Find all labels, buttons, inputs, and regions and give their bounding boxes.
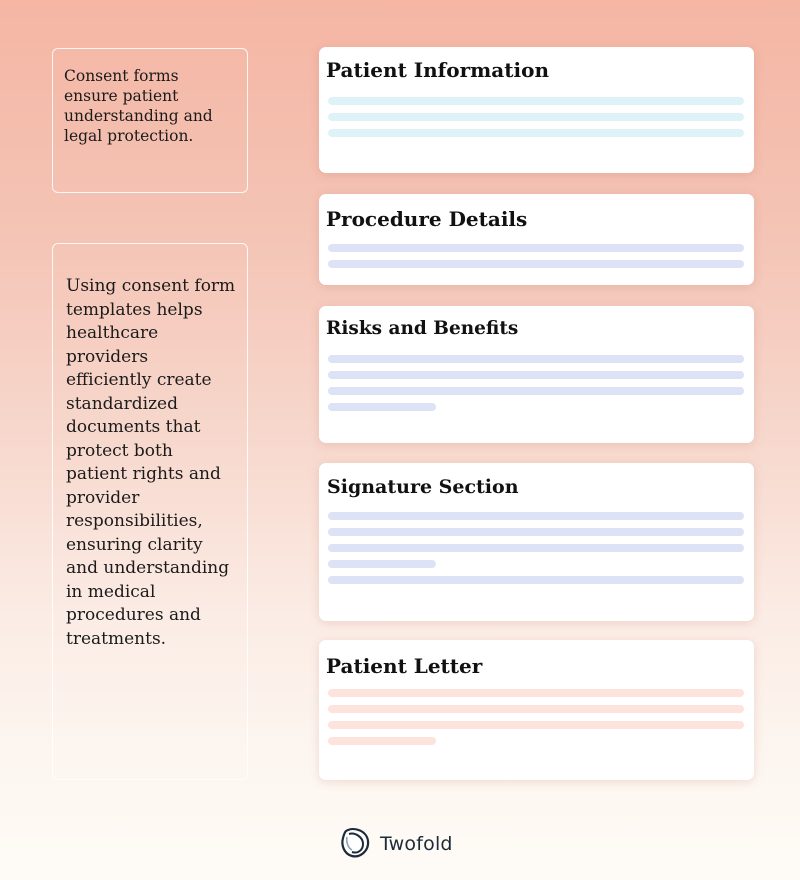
- placeholder-line: [328, 512, 744, 520]
- placeholder-line: [328, 371, 744, 379]
- placeholder-line: [328, 113, 744, 121]
- summary-note: [52, 48, 248, 193]
- summary-note-text: Consent forms ensure patient understanding and legal protection.: [64, 67, 213, 145]
- placeholder-line: [328, 528, 744, 536]
- patient-information-card: [319, 47, 754, 173]
- placeholder-line: [328, 403, 436, 411]
- placeholder-line: [328, 97, 744, 105]
- placeholder-line: [328, 387, 744, 395]
- placeholder-line: [328, 560, 436, 568]
- placeholder-line: [328, 705, 744, 713]
- placeholder-line: [328, 721, 744, 729]
- card-title: Procedure Details: [326, 207, 528, 231]
- placeholder-line: [328, 355, 744, 363]
- signature-section-card: [319, 463, 754, 621]
- placeholder-line: [328, 129, 744, 137]
- procedure-details-card: [319, 194, 754, 285]
- placeholder-line: [328, 260, 744, 268]
- placeholder-line: [328, 737, 436, 745]
- card-title: Patient Information: [326, 58, 549, 82]
- placeholder-line: [328, 244, 744, 252]
- twofold-logo-icon: [340, 826, 372, 860]
- card-title: Risks and Benefits: [326, 318, 519, 339]
- description-note: [52, 243, 248, 780]
- placeholder-line: [328, 689, 744, 697]
- description-note-text: Using consent form templates helps healthcare providers efficiently create standardized documents that protect both patient rights and provider responsibilities, ensuring clarity and understanding in medical procedures and treatments.: [66, 276, 236, 649]
- card-title: Patient Letter: [326, 654, 483, 678]
- risks-and-benefits-card: [319, 306, 754, 443]
- patient-letter-card: [319, 640, 754, 780]
- placeholder-line: [328, 544, 744, 552]
- placeholder-line: [328, 576, 744, 584]
- card-title: Signature Section: [327, 476, 519, 498]
- brand-name: Twofold: [380, 833, 453, 855]
